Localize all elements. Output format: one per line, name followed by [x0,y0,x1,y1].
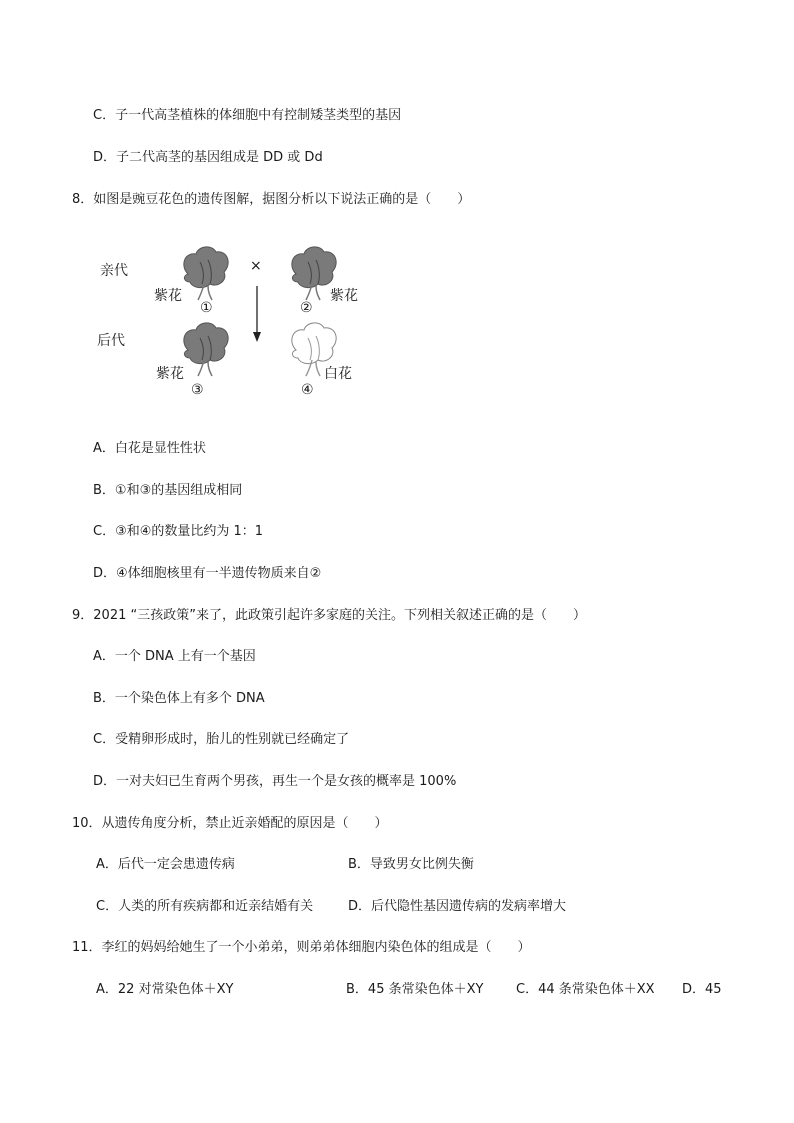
q8-option-d: D．④体细胞核里有一半遗传物质来自② [93,566,322,581]
offspring-generation-label: 后代 [97,333,125,349]
q8-option-c: C．③和④的数量比约为 1：1 [93,524,264,539]
flower-4-number: ④ [301,382,314,398]
cross-symbol: × [250,258,262,274]
flower-3-color: 紫花 [156,366,184,382]
flower-3-number: ③ [191,382,204,398]
q9-option-a: A．一个 DNA 上有一个基因 [93,649,256,664]
flower-1-number: ① [200,300,213,316]
q11-option-d: D．45 [682,982,722,997]
pea-flower-inheritance-diagram [90,240,380,410]
flower-2-color: 紫花 [330,288,358,304]
q10-option-c: C．人类的所有疾病都和近亲结婚有关 [96,899,314,914]
q8-option-a: A．白花是显性性状 [93,441,206,456]
q10-stem: 10．从遗传角度分析，禁止近亲婚配的原因是（ ） [72,816,388,831]
q11-stem: 11．李红的妈妈给她生了一个小弟弟，则弟弟体细胞内染色体的组成是（ ） [72,940,531,955]
q8-stem: 8．如图是豌豆花色的遗传图解，据图分析以下说法正确的是（ ） [72,192,471,207]
purple-flower-icon-3 [178,320,234,378]
q9-option-d: D．一对夫妇已生育两个男孩，再生一个是女孩的概率是 100% [93,774,457,789]
q8-option-b: B．①和③的基因组成相同 [93,483,243,498]
q9-stem: 9．2021 “三孩政策”来了，此政策引起许多家庭的关注。下列相关叙述正确的是（ ） [72,608,586,623]
q9-option-b: B．一个染色体上有多个 DNA [93,691,265,706]
q10-option-d: D．后代隐性基因遗传病的发病率增大 [348,899,567,914]
q10-option-a: A．后代一定会患遗传病 [96,857,235,872]
q7-option-d: D．子二代高茎的基因组成是 DD 或 Dd [93,150,323,165]
flower-1-color: 紫花 [154,288,182,304]
purple-flower-icon-1 [178,244,234,302]
q10-option-b: B．导致男女比例失衡 [348,857,474,872]
flower-2-number: ② [300,300,313,316]
down-arrow-icon [250,286,264,344]
q11-option-a: A．22 对常染色体＋XY [96,982,234,997]
q11-option-c: C．44 条常染色体＋XX [516,982,655,997]
q7-option-c: C．子一代高茎植株的体细胞中有控制矮茎类型的基因 [93,108,402,123]
flower-4-color: 白花 [324,366,352,382]
parent-generation-label: 亲代 [100,263,128,279]
q11-option-b: B．45 条常染色体＋XY [346,982,484,997]
q9-option-c: C．受精卵形成时，胎儿的性别就已经确定了 [93,732,350,747]
